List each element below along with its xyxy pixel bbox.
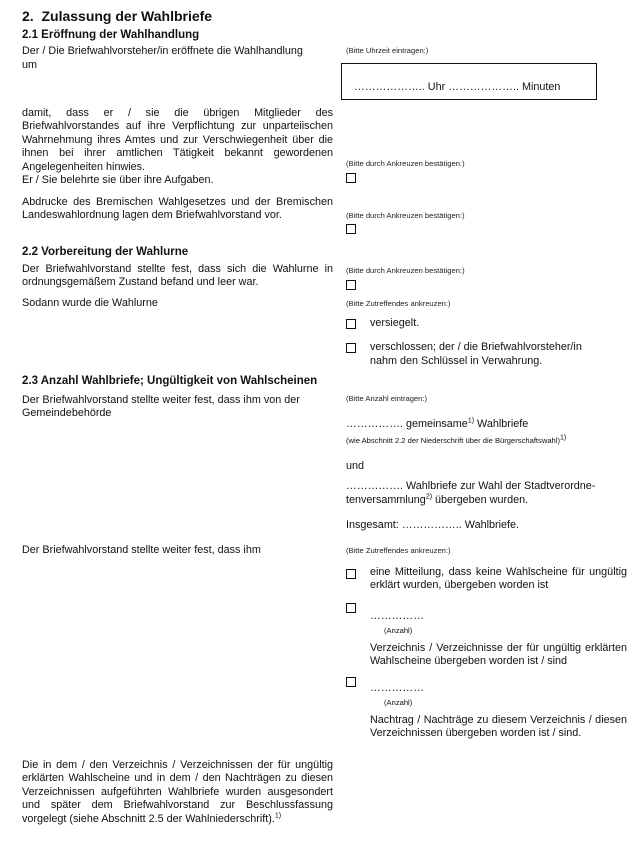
checkbox-urn-empty[interactable] <box>346 280 356 290</box>
option-invalid-list-label: Verzeichnis / Verzeichnisse der für ungültig erklärten Wahlscheine übergeben worden ist / sind <box>370 642 627 668</box>
checkbox-urn-locked[interactable] <box>346 343 356 353</box>
heading-2-3: 2.3 Anzahl Wahlbriefe; Ungültigkeit von Wahlscheinen <box>22 375 318 387</box>
section-title <box>22 8 212 24</box>
reference-note-text: (wie Abschnitt 2.2 der Niederschrift über die Bürgerschaftswahl) <box>346 436 560 445</box>
s21-para1: damit, dass er / sie die übrigen Mitglieder des Briefwahlvorstandes auf ihre Verpflichtung zur unparteiischen Wahrnehmung ihres Amtes und zur Verschwiegenheit über die ihnen bei ihrer amtlichen Tätigkeit bekannt gewordenen Angelegenheiten hinwies. <box>22 107 333 173</box>
joint-letters-line <box>346 418 528 431</box>
section-number: 2. <box>22 8 34 24</box>
invalid-list-count-dots: …………… <box>370 610 424 622</box>
footnote-ref: 1) <box>467 417 475 425</box>
city-letters-line2-b: übergeben wurden. <box>432 494 529 506</box>
option-sealed-label: versiegelt. <box>370 317 420 329</box>
checkbox-urn-sealed[interactable] <box>346 319 356 329</box>
section-title-text: Zulassung der Wahlbriefe <box>41 8 213 24</box>
heading-2-2: 2.2 Vorbereitung der Wahlurne <box>22 246 189 258</box>
checkbox-instruction-confirmed[interactable] <box>346 173 356 183</box>
s23-para1: Der Briefwahlvorstand stellte weiter fest, dass ihm von der Gemeindebehörde <box>22 394 300 420</box>
s22-para1: Der Briefwahlvorstand stellte fest, dass sich die Wahlurne in ordnungsgemäßem Zustand befand und leer war. <box>22 263 333 289</box>
s22-para2: Sodann wurde die Wahlurne <box>22 297 158 309</box>
invalid-list-count-label: (Anzahl) <box>384 626 413 635</box>
footnote-ref: 1) <box>560 434 567 442</box>
s21-text-b: um <box>22 59 37 71</box>
und-label: und <box>346 460 365 472</box>
reference-note <box>346 436 566 445</box>
supplements-count-label: (Anzahl) <box>384 698 413 707</box>
total-line: Insgesamt: …………….. Wahlbriefe. <box>346 519 519 531</box>
count-hint: (Bitte Anzahl eintragen:) <box>346 394 428 403</box>
confirm-hint-1: (Bitte durch Ankreuzen bestätigen:) <box>346 159 465 168</box>
supplements-count-dots: …………… <box>370 682 424 694</box>
s23-para3 <box>22 759 333 826</box>
option-supplements-label: Nachtrag / Nachträge zu diesem Verzeichnis / diesen Verzeichnissen übergeben worden ist / sind. <box>370 714 627 740</box>
s21-text-a: Der / Die Briefwahlvorsteher/in eröffnete die Wahlhandlung <box>22 45 303 57</box>
checkbox-law-copies-present[interactable] <box>346 224 356 234</box>
time-entry-box[interactable] <box>341 63 597 100</box>
option-no-invalid-label: eine Mitteilung, dass keine Wahlscheine für ungültig erklärt wurden, übergeben worden ist <box>370 566 627 592</box>
heading-2-1: 2.1 Eröffnung der Wahlhandlung <box>22 29 200 41</box>
s23-para2: Der Briefwahlvorstand stellte weiter fest, dass ihm <box>22 544 261 556</box>
checkbox-supplements[interactable] <box>346 677 356 687</box>
confirm-hint-2: (Bitte durch Ankreuzen bestätigen:) <box>346 211 465 220</box>
city-letters-line2-a: tenversammlung <box>346 494 426 506</box>
s21-para1-tail: Er / Sie belehrte sie über ihre Aufgaben. <box>22 174 214 186</box>
joint-letters-label: Wahlbriefe <box>474 418 529 430</box>
checkbox-invalid-list[interactable] <box>346 603 356 613</box>
s23-para3-text: Die in dem / den Verzeichnis / Verzeichnissen der für ungültig erklärten Wahlscheine und in dem / den Nachträgen zu diesen Verzeichnissen aufgeführten Wahlbriefe wurden ausgesondert und später dem Briefwahlvorstand zur Beschlussfassung vorgelegt (siehe Abschnitt 2.5 der Wahlniederschrift). <box>22 759 333 825</box>
joint-letters-count-text: ……………. gemeinsame <box>346 418 468 430</box>
option-locked-label-line1: verschlossen; der / die Briefwahlvorsteher/in <box>370 341 582 353</box>
time-hint: (Bitte Uhrzeit eintragen:) <box>346 46 429 55</box>
city-letters-line2 <box>346 494 528 507</box>
s22-choose-hint: (Bitte Zutreffendes ankreuzen:) <box>346 299 451 308</box>
s23-choose-hint: (Bitte Zutreffendes ankreuzen:) <box>346 546 451 555</box>
s22-confirm-hint: (Bitte durch Ankreuzen bestätigen:) <box>346 266 465 275</box>
footnote-ref: 1) <box>274 812 282 820</box>
city-letters-line1: ……………. Wahlbriefe zur Wahl der Stadtverordne- <box>346 480 596 492</box>
checkbox-no-invalid-notice[interactable] <box>346 569 356 579</box>
option-locked-label-line2: nahm den Schlüssel in Verwahrung. <box>370 355 543 367</box>
footnote-ref: 2) <box>425 493 433 501</box>
time-line: ……………….. Uhr ……………….. Minuten <box>354 81 561 93</box>
s21-para2: Abdrucke des Bremischen Wahlgesetzes und der Bremischen Landeswahlordnung lagen dem Briefwahlvorstand vor. <box>22 196 333 222</box>
